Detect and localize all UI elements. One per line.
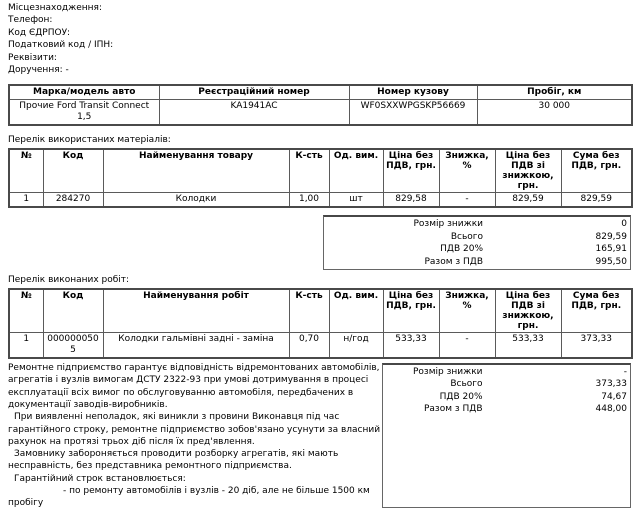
work-price-no-vat: 533,33 xyxy=(383,333,439,359)
col-header-code: Код xyxy=(43,149,103,193)
vehicle-header-row xyxy=(9,85,632,100)
summary-value: 0 xyxy=(621,219,627,230)
col-header-reg-number: Реєстраційний номер xyxy=(159,85,349,100)
material-unit: шт xyxy=(329,193,383,208)
warranty-text xyxy=(8,362,382,510)
summary-label: Всього xyxy=(450,231,483,242)
vehicle-row xyxy=(9,100,632,126)
col-header-discount: Знижка, % xyxy=(439,149,495,193)
material-row xyxy=(9,193,632,208)
materials-header-row xyxy=(9,149,632,193)
summary-row-discount xyxy=(386,366,627,378)
tax-code-label: Податковий код / ІПН: xyxy=(8,40,114,51)
requisites-label: Реквізити: xyxy=(8,52,57,63)
summary-value: 165,91 xyxy=(595,244,627,255)
materials-table xyxy=(8,148,633,208)
col-header-discount: Знижка, % xyxy=(439,289,495,333)
summary-row-vat xyxy=(327,243,627,255)
work-discount: - xyxy=(439,333,495,359)
summary-value: - xyxy=(623,367,627,378)
warranty-paragraph: При виявленні неполадок, які виникли з провини Виконавця під час гарантійного строку, ремонтне підприємство зобов'язано усунути за власний рахунок на протязі трьох діб після їх пред'явлення. xyxy=(8,412,381,447)
work-row xyxy=(9,333,632,359)
edrpou-code-label: Код ЄДРПОУ: xyxy=(8,27,71,38)
work-quantity: 0,70 xyxy=(289,333,329,359)
works-header-row xyxy=(9,289,632,333)
assignment-label: Доручення: - xyxy=(8,65,69,76)
col-header-make-model: Марка/модель авто xyxy=(9,85,159,100)
warranty-paragraph: Ремонтне підприємство гарантує відповідність відремонтованих автомобілів, агрегатів і вузлів вимогам ДСТУ 2322-93 при умові дотримування в процесі експлуатації всіх вимог по обслуговуванню автомобіля, передбачених в документації заводів-виробників. xyxy=(8,363,380,410)
work-number: 1 xyxy=(9,333,43,359)
works-section-title: Перелік виконаних робіт: xyxy=(8,275,130,286)
material-sum-no-vat: 829,59 xyxy=(561,193,632,208)
summary-label: Розмір знижки xyxy=(413,367,483,378)
warranty-paragraph: Замовнику забороняється проводити розборку агрегатів, які мають несправність, без представника ремонтного підприємства. xyxy=(8,449,339,472)
summary-value: 74,67 xyxy=(601,391,627,402)
col-header-sum-no-vat: Сума без ПДВ, грн. xyxy=(561,149,632,193)
summary-label: Всього xyxy=(450,379,483,390)
vehicle-make-model: Прочие Ford Transit Connect 1,5 xyxy=(9,100,159,126)
warranty-paragraph: - по ремонту автомобілів і вузлів - 20 діб, але не більше 1500 км пробігу xyxy=(8,486,370,509)
material-name: Колодки xyxy=(103,193,289,208)
col-header-quantity: К-сть xyxy=(289,289,329,333)
bottom-section xyxy=(8,362,631,510)
col-header-item-name: Найменування товару xyxy=(103,149,289,193)
material-discount: - xyxy=(439,193,495,208)
col-header-price-no-vat: Ціна без ПДВ, грн. xyxy=(383,289,439,333)
summary-label: Разом з ПДВ xyxy=(423,404,483,415)
summary-label: ПДВ 20% xyxy=(440,244,483,255)
material-code: 284270 xyxy=(43,193,103,208)
summary-row-discount xyxy=(327,218,627,230)
customer-info-block xyxy=(8,2,631,76)
summary-row-vat xyxy=(386,391,627,403)
summary-label: Разом з ПДВ xyxy=(424,256,483,267)
col-header-price-discounted: Ціна без ПДВ зі знижкою, грн. xyxy=(495,149,561,193)
summary-value: 373,33 xyxy=(595,379,627,390)
summary-label: ПДВ 20% xyxy=(439,391,483,402)
summary-value: 995,50 xyxy=(595,256,627,267)
work-price-discounted: 533,33 xyxy=(495,333,561,359)
summary-row-total xyxy=(327,231,627,243)
material-quantity: 1,00 xyxy=(289,193,329,208)
summary-value: 448,00 xyxy=(595,404,627,415)
location-label: Місцезнаходження: xyxy=(8,3,102,13)
work-code: 0000000505 xyxy=(43,333,103,359)
summary-label: Розмір знижки xyxy=(413,219,483,230)
col-header-sum-no-vat: Сума без ПДВ, грн. xyxy=(561,289,632,333)
works-table xyxy=(8,288,633,359)
summary-row-total-with-vat xyxy=(327,256,627,268)
material-number: 1 xyxy=(9,193,43,208)
col-header-number: № xyxy=(9,289,43,333)
vehicle-mileage: 30 000 xyxy=(477,100,632,126)
vehicle-body-number: WF0SXXWPGSKP56669 xyxy=(349,100,477,126)
col-header-code: Код xyxy=(43,289,103,333)
work-unit: н/год xyxy=(329,333,383,359)
material-price-no-vat: 829,58 xyxy=(383,193,439,208)
warranty-paragraph: Гарантійний строк встановлюється: xyxy=(14,473,186,484)
col-header-mileage: Пробіг, км xyxy=(477,85,632,100)
col-header-number: № xyxy=(9,149,43,193)
col-header-price-no-vat: Ціна без ПДВ, грн. xyxy=(383,149,439,193)
summary-row-total-with-vat xyxy=(386,403,627,415)
col-header-unit: Од. вим. xyxy=(329,289,383,333)
works-summary-box xyxy=(382,363,631,508)
material-price-discounted: 829,59 xyxy=(495,193,561,208)
summary-value: 829,59 xyxy=(595,231,627,242)
col-header-unit: Од. вим. xyxy=(329,149,383,193)
materials-section-title: Перелік використаних матеріалів: xyxy=(8,135,171,146)
work-sum-no-vat: 373,33 xyxy=(561,333,632,359)
vehicle-reg-number: KA1941AC xyxy=(159,100,349,126)
vehicle-table xyxy=(8,84,633,126)
col-header-body-number: Номер кузову xyxy=(349,85,477,100)
col-header-work-name: Найменування робіт xyxy=(103,289,289,333)
summary-row-total xyxy=(386,378,627,390)
phone-label: Телефон: xyxy=(8,15,53,26)
work-name: Колодки гальмівні задні - заміна xyxy=(103,333,289,359)
materials-summary-box xyxy=(323,215,631,270)
col-header-price-discounted: Ціна без ПДВ зі знижкою, грн. xyxy=(495,289,561,333)
col-header-quantity: К-сть xyxy=(289,149,329,193)
